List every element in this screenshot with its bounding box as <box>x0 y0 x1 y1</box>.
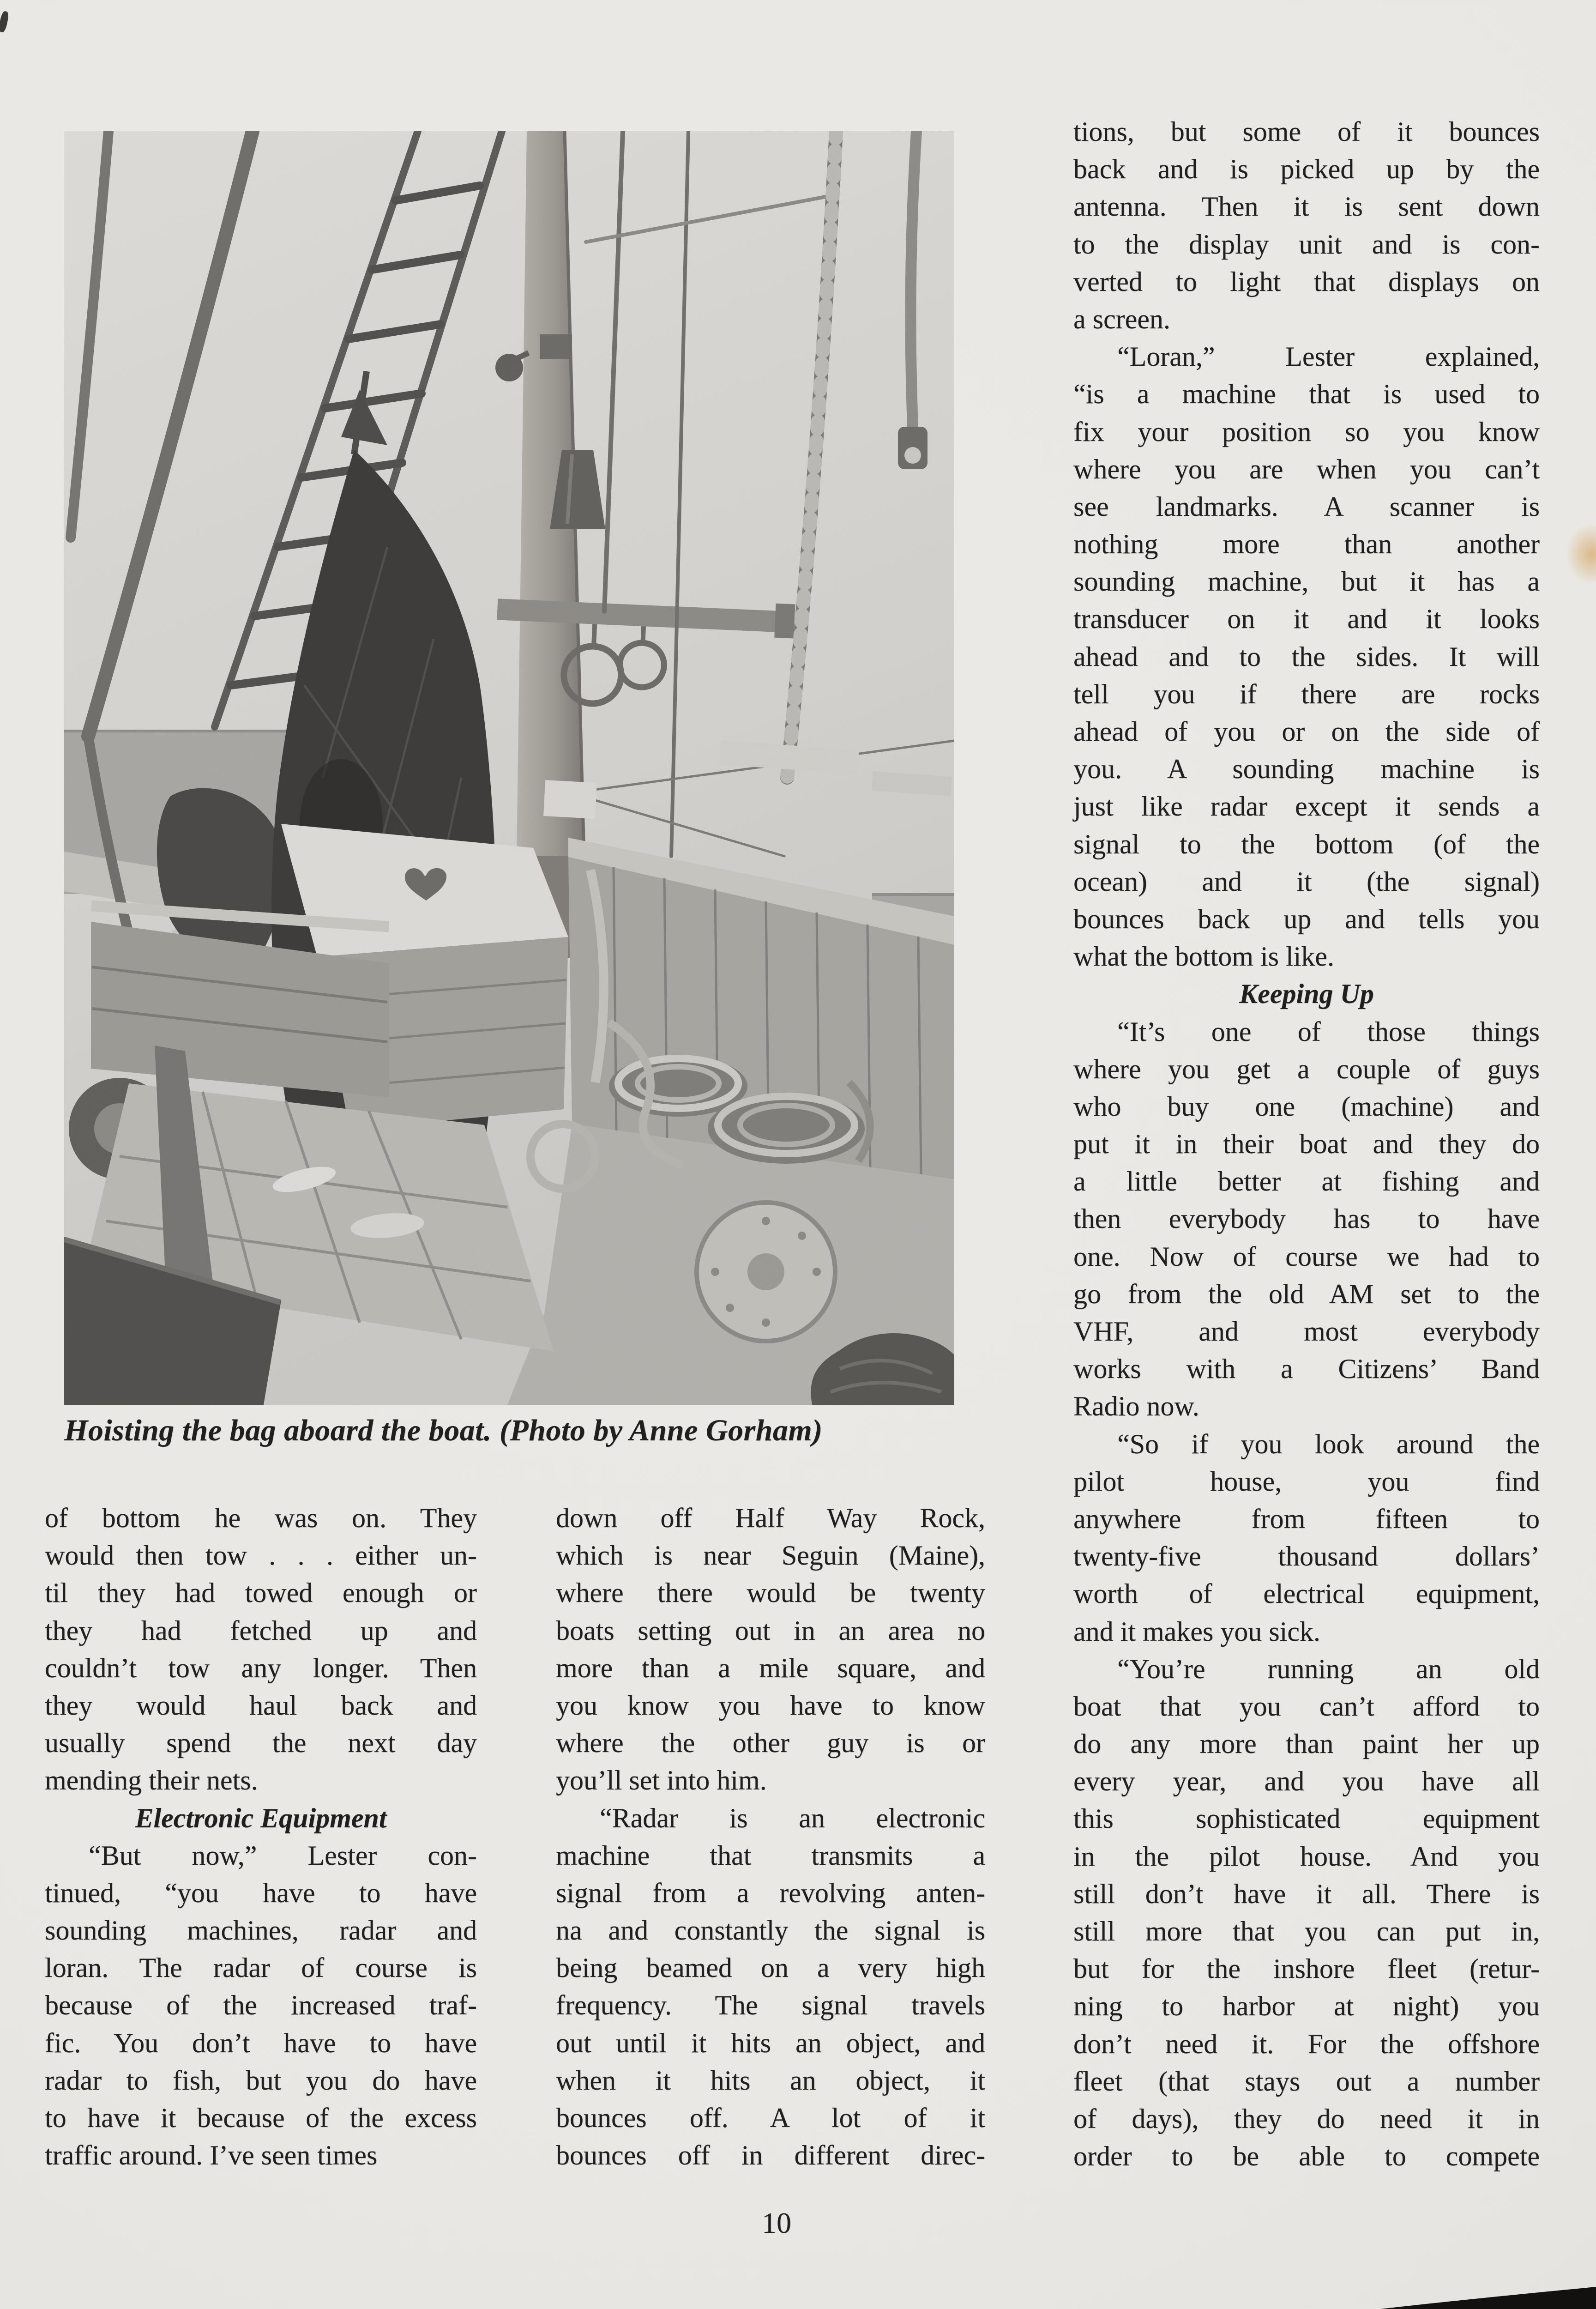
text-line: a screen. <box>1073 303 1170 334</box>
text-line: they would haul back and <box>45 1690 477 1721</box>
text-line: a little better at fishing and <box>1073 1166 1540 1197</box>
column-middle <box>556 1499 985 2174</box>
text-line: in the pilot house. And you <box>1073 1841 1540 1872</box>
text-line: boat that you can’t afford to <box>1073 1691 1540 1722</box>
text-line: frequency. The signal travels <box>556 1990 985 2021</box>
text-line: go from the old AM set to the <box>1073 1278 1540 1309</box>
text-line: boats setting out in an area no <box>556 1615 985 1646</box>
text-line: to the display unit and is con- <box>1073 229 1540 260</box>
text-line: ning to harbor at night) you <box>1073 1991 1540 2022</box>
text-line: anywhere from fifteen to <box>1073 1503 1540 1534</box>
text-line: pilot house, you find <box>1073 1466 1540 1497</box>
column-right <box>1073 113 1540 2175</box>
scan-speck <box>0 11 10 33</box>
text-line: every year, and you have all <box>1073 1766 1540 1797</box>
text-line: “is a machine that is used to <box>1073 379 1540 410</box>
text-line: and it makes you sick. <box>1073 1616 1320 1647</box>
text-line: machine that transmits a <box>556 1840 985 1871</box>
text-line: na and constantly the signal is <box>556 1915 985 1946</box>
text-line: tell you if there are rocks <box>1073 678 1540 709</box>
text-line: being beamed on a very high <box>556 1952 985 1983</box>
text-line: don’t need it. For the offshore <box>1073 2028 1540 2059</box>
text-line: sounding machines, radar and <box>45 1915 477 1946</box>
text-line: VHF, and most everybody <box>1073 1316 1540 1347</box>
text-line: signal from a revolving anten- <box>556 1877 985 1908</box>
text-line: ahead and to the sides. It will <box>1073 641 1540 672</box>
photo-caption: Hoisting the bag aboard the boat. (Photo by Anne Gorham) <box>64 1414 823 1447</box>
scan-edge-artifact <box>1367 2280 1596 2309</box>
text-line: antenna. Then it is sent down <box>1073 191 1540 222</box>
text-line: transducer on it and it looks <box>1073 604 1540 635</box>
text-line: til they had towed enough or <box>45 1578 477 1608</box>
text-line: mending their nets. <box>45 1765 258 1796</box>
text-line: out until it hits an object, and <box>556 2027 985 2058</box>
section-heading: Keeping Up <box>1239 979 1374 1009</box>
section-heading: Electronic Equipment <box>135 1802 387 1833</box>
text-line: fleet (that stays out a number <box>1073 2066 1540 2097</box>
text-line: bounces back up and tells you <box>1073 903 1540 934</box>
text-line: traffic around. I’ve seen times <box>45 2140 378 2171</box>
text-line: put it in their boat and they do <box>1073 1129 1540 1160</box>
text-line: ahead of you or on the side of <box>1073 716 1540 747</box>
boat-photo <box>64 131 954 1405</box>
text-line: “So if you look around the <box>1117 1428 1540 1459</box>
text-line: tions, but some of it bounces <box>1073 116 1540 147</box>
text-line: still more that you can put in, <box>1073 1916 1540 1946</box>
text-line: nothing more than another <box>1073 529 1540 560</box>
text-line: this sophisticated equipment <box>1073 1803 1540 1834</box>
text-line: they had fetched up and <box>45 1615 477 1646</box>
text-line: see landmarks. A scanner is <box>1073 491 1540 522</box>
text-line: where there would be twenty <box>556 1578 985 1608</box>
text-line: still don’t have it all. There is <box>1073 1878 1540 1909</box>
text-line: “You’re running an old <box>1117 1653 1540 1684</box>
text-line: “Loran,” Lester explained, <box>1117 341 1540 372</box>
text-line: ocean) and it (the signal) <box>1073 866 1540 897</box>
text-line: but for the inshore fleet (retur- <box>1073 1953 1540 1984</box>
text-line: works with a Citizens’ Band <box>1073 1354 1540 1384</box>
text-line: of days), they do need it in <box>1073 2103 1540 2134</box>
text-line: one. Now of course we had to <box>1073 1241 1540 1272</box>
text-line: where you get a couple of guys <box>1073 1053 1540 1084</box>
text-line: where you are when you can’t <box>1073 453 1540 484</box>
text-line: “Radar is an electronic <box>600 1802 985 1833</box>
text-line: you’ll set into him. <box>556 1765 767 1796</box>
text-line: loran. The radar of course is <box>45 1952 477 1983</box>
text-line: then everybody has to have <box>1073 1203 1540 1234</box>
text-line: who buy one (machine) and <box>1073 1091 1540 1122</box>
text-line: you know you have to know <box>556 1690 985 1721</box>
text-line: you. A sounding machine is <box>1073 754 1540 785</box>
text-line: back and is picked up by the <box>1073 154 1540 185</box>
text-line: order to be able to compete <box>1073 2141 1540 2172</box>
text-line: when it hits an object, it <box>556 2065 985 2096</box>
text-line: “It’s one of those things <box>1117 1016 1540 1047</box>
text-line: verted to light that displays on <box>1073 266 1540 297</box>
text-line: twenty-five thousand dollars’ <box>1073 1541 1540 1572</box>
text-line: usually spend the next day <box>45 1728 477 1759</box>
text-line: what the bottom is like. <box>1073 941 1334 972</box>
text-line: do any more than paint her up <box>1073 1729 1540 1759</box>
text-line: couldn’t tow any longer. Then <box>45 1652 477 1683</box>
text-line: “But now,” Lester con- <box>89 1840 477 1871</box>
page-stain <box>1566 524 1596 584</box>
text-line: radar to fish, but you do have <box>45 2065 477 2096</box>
text-line: Radio now. <box>1073 1391 1199 1422</box>
text-line: just like radar except it sends a <box>1073 791 1540 822</box>
text-line: bounces off in different direc- <box>556 2140 985 2171</box>
text-line: fic. You don’t have to have <box>45 2027 477 2058</box>
text-line: because of the increased traf- <box>45 1990 477 2021</box>
column-left <box>45 1499 477 2174</box>
page-number: 10 <box>762 2206 791 2239</box>
text-line: would then tow . . . either un- <box>45 1540 477 1571</box>
text-line: sounding machine, but it has a <box>1073 566 1540 597</box>
text-line: of bottom he was on. They <box>45 1503 477 1533</box>
text-line: which is near Seguin (Maine), <box>556 1540 985 1571</box>
text-line: worth of electrical equipment, <box>1073 1578 1540 1609</box>
text-line: to have it because of the excess <box>45 2103 477 2133</box>
text-line: tinued, “you have to have <box>45 1877 477 1908</box>
text-line: bounces off. A lot of it <box>556 2103 985 2133</box>
text-line: where the other guy is or <box>556 1728 985 1759</box>
film-grain <box>64 131 954 1405</box>
text-line: down off Half Way Rock, <box>556 1503 985 1533</box>
text-line: signal to the bottom (of the <box>1073 828 1540 859</box>
text-line: fix your position so you know <box>1073 416 1540 447</box>
text-line: more than a mile square, and <box>556 1652 985 1683</box>
